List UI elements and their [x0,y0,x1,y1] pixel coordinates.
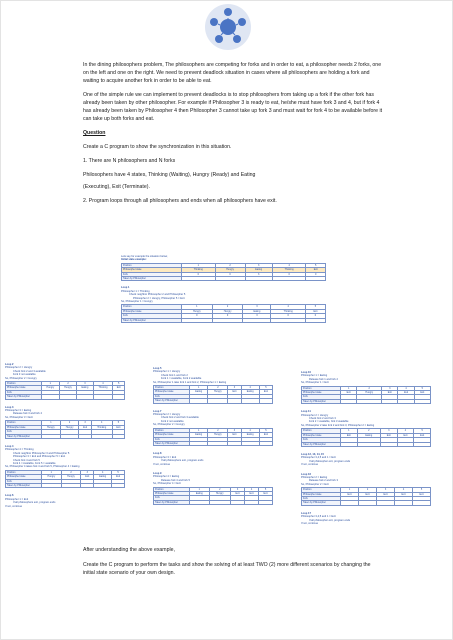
loop-step-table [301,487,431,506]
loop-step-line: If all philosophers exit, program ends [13,501,56,505]
table-cell: Exit [398,391,414,395]
initial-state-table: Position 1 2 3 4 5 Philosopher state Thinking Hungry Eating Thinking Exit Fork 0 0 3 0 0 Taken by Philosopher [121,263,326,282]
table-cell: 3 [228,386,241,390]
table-row-label: Philosopher state [154,433,190,437]
loop-step-table [301,428,431,447]
loop-step-title: Loop 4 [5,444,14,448]
table-row-label: Taken by Philosopher [154,500,190,504]
loop-step-line: Philosopher 3,4,5 and 1 = Exit [301,515,336,519]
table-cell: 2 [209,487,230,491]
table-cell [112,483,125,487]
table-row-label: Fork [6,479,42,483]
table-row-label: Position [6,382,42,386]
table-cell: Exit [113,386,125,390]
table-cell [42,434,61,438]
table-cell: 2 [208,386,228,390]
table-row-label: Fork [6,430,42,434]
table-cell [94,483,112,487]
table-cell: 3 [228,428,241,432]
loop-step-title: Loop 2 [5,363,14,366]
table-cell: 1 [341,386,357,390]
loop-step-title: Loop 16 [301,472,311,476]
loop-step-line: Philosopher 4 = Eating [153,475,180,479]
table-row-label: Philosopher state [302,433,341,437]
table-row-label: Taken by Philosopher [6,434,42,438]
table-cell: 1 [341,429,358,433]
loop-step-title: Loop 9 [153,471,162,475]
loop-step-line: So, Philosopher 1 take fork 1 and fork 2, Philosopher 1 = Eating [153,380,227,384]
loop-step-line: Release fork 1 and fork 2 [309,377,338,381]
table-cell [413,501,431,505]
table-cell [259,500,273,504]
loop-step-line: Philosopher 3 = Exit and Philosopher 5 = Exit [13,455,66,459]
loop-step-line: Check fork 1 and fork 2 [161,373,188,377]
initial-label: Initial state example: [121,258,147,262]
loop-step-line: Philosopher 2 = Eating [301,475,328,479]
table-cell [81,483,94,487]
table-cell [241,399,259,403]
table-cell [112,434,124,438]
table-cell: Exit [231,491,245,495]
table-cell [341,501,359,505]
table-cell: Hungry [42,386,60,390]
loop-step [5,406,133,439]
table-cell: 3 [79,421,91,425]
table-row-label: Position [154,487,190,491]
loop-step-line: Fork 1 = available, Fork 2 available [161,377,202,381]
table-cell: Hungry [208,433,228,437]
step1-line: Philosopher 1 = Thinking [121,289,150,293]
table-cell: Exit [259,390,272,394]
table-cell: 3 [380,429,397,433]
table-cell: Exit [259,433,272,437]
table-row-label: Taken by Philosopher [302,442,341,446]
table-row-label: Position [302,488,341,492]
table-cell [382,399,398,403]
table-cell: Exit [341,492,359,496]
table-cell: Eating [190,433,208,437]
table-cell: 5 [113,382,125,386]
table-cell [341,399,357,403]
table-row-label: Philosopher state [6,386,42,390]
table-cell: 5 [414,386,430,390]
table-cell: Exit [414,433,431,437]
loop-step-table [153,428,273,447]
table-cell [190,399,208,403]
loop-step-line: So, Philosopher 4 takes fork 4 and fork 5, Philosopher 4 = Eating [5,465,80,469]
loop-step [301,512,443,526]
loop-step-table [5,420,125,439]
table-cell [91,434,112,438]
step1-line: Philosopher 2 = Hungry, Philosopher 5 = Exit [133,296,185,300]
table-row-label: Fork [302,496,341,500]
table-cell: Hungry [42,475,62,479]
table-cell [228,441,241,445]
loop-step-table [5,381,125,400]
table-cell: 1 [190,386,208,390]
intro-paragraph-1: In the dining philosophers problem, The philosophers are competing for forks and in order to eat, a philosopher needs 2 forks, one on the left and one on the right. We need to prevent deadlock situation in cases where all philosophers are holding a fork and waiting to acquire another fork in order to be able to eat. [83,62,382,84]
table-cell: 3 [377,488,395,492]
loop-step-title: Loop 5 [153,367,162,370]
loop-step-line: Philosopher 3 = Eating [5,409,32,413]
loop-step-line: If all philosopher exit, program ends [309,518,351,522]
table-cell: Exit [380,433,397,437]
table-cell: 5 [413,488,431,492]
table-cell: Hungry [209,491,230,495]
loop-step-title: Loop 3 [5,405,14,409]
loop-step-table [5,470,125,489]
table-cell: 4 [395,488,413,492]
loop-step [153,452,281,466]
table-cell: Exit [341,433,358,437]
loop-step-line: Philosopher 2 = Hungry [301,413,329,417]
loop-step-line: If all philosophers exit, program ends [161,459,204,463]
loop-step [301,410,443,447]
table-cell: 5 [259,386,272,390]
table-row-label: Position [302,429,341,433]
table-cell: Thinking [93,386,113,390]
loop-step-line: Philosopher 3 = Exit [153,455,177,459]
table-cell: 1 [42,382,60,386]
loop-step-line: If not, continue [5,504,23,508]
table-row-label: Taken by Philosopher [6,395,42,399]
loop-step-title: Loop 6 [5,494,14,498]
loop-step-line: If all philosopher exit, program ends [309,459,351,463]
intro-section [83,61,383,211]
table-cell: Exit [377,492,395,496]
step1-line: Check neighbor Philosopher 2 and Philosopher 5 [129,293,186,297]
table-cell: 4 [91,421,112,425]
loop-step-line: Check fork 2 and fork 3 available [161,416,199,420]
table-row-label: Position [154,428,190,432]
loop-step-line: Check fork 2 and 3 available [13,369,46,373]
table-cell: 2 [61,470,81,474]
loop-step-line: Check fork 4 and fork 5 [13,458,40,462]
table-row-label: Taken by Philosopher [302,399,341,403]
table-cell: 4 [241,386,259,390]
table-cell: Exit [395,492,413,496]
table-cell: Exit [359,492,377,496]
table-cell: Hungry [208,390,228,394]
table-cell: 4 [93,382,113,386]
loop-step-line: Release fork 4 and fork 5 [161,478,190,482]
loop-step [153,410,281,447]
loop-step-line: Fork 4 = Available, Fork 5 = available [13,461,56,465]
table-cell [357,442,380,446]
table-cell: Exit [414,391,430,395]
table-cell [245,500,259,504]
table-row-label: Fork [154,437,190,441]
table-cell: 4 [94,470,112,474]
table-cell: 2 [59,382,77,386]
table-cell: 1 [190,428,208,432]
table-cell [398,399,414,403]
table-row-label: Philosopher state [154,390,190,394]
dining-philosophers-logo-icon [204,3,252,51]
table-cell: Eating [241,390,259,394]
loop-step-line: So, Philosopher 2 = Hungry [5,376,37,380]
table-row-label: Philosopher state [6,425,42,429]
loop-step-line: So, Philosopher 4 = Exit [153,482,181,486]
loop-step [301,453,443,467]
table-cell: 4 [398,386,414,390]
loop-step-line: Philosopher 4 = Thinking [5,448,34,452]
table-cell: Eating [241,433,259,437]
loop-step-line: Philosopher 1 = Eating [301,374,328,378]
loop-step-line: If not, continue [301,463,319,467]
loop-step-title: Loop 11 [301,410,311,414]
table-cell [359,501,377,505]
states-line-1: Philosophers have 4 states, Thinking (Waiting), Hungry (Ready) and Eating [83,172,256,178]
table-cell [190,500,210,504]
table-cell [61,483,81,487]
example-lead: Lets say for example the situation below, [121,255,168,258]
outro-paragraph-1: After understanding the above example, [83,547,175,553]
table-cell: 3 [231,487,245,491]
loop-step-line: Check fork 2 and fork 3 [309,417,336,421]
table-row-label: Fork [154,496,190,500]
table-row-label: Position [6,421,42,425]
item-2: 2. Program loops through all philosophers and ends when all philosophers have exit. [83,198,277,204]
table-cell: 5 [259,487,273,491]
table-row-label: Position [154,386,190,390]
table-cell: Exit [341,391,357,395]
table-row-label: Fork [154,394,190,398]
table-cell [190,441,208,445]
table-cell [208,441,228,445]
loop-step-line: If not, continue [153,462,171,466]
table-row-label: Philosopher state [302,492,341,496]
table-cell [208,399,228,403]
table-cell [357,399,382,403]
loop-step-title: Loop 8 [153,452,162,456]
table-cell: 4 [397,429,414,433]
table-row-label: Position [302,386,341,390]
loop-step-line: Philosopher 1 = Hungry [153,370,181,374]
loop-step [5,363,133,400]
loop-step-title: Loop 17 [301,511,311,515]
table-cell: 4 [241,428,259,432]
table-cell: Hungry [60,425,79,429]
table-cell: 5 [414,429,431,433]
steps-column-2 [153,367,281,511]
loop-step-line: Philosopher 3,4,5 and 1 = Exit [301,456,336,460]
table-row-label: Position [6,470,42,474]
loop-step [5,445,133,488]
table-cell: Hungry [357,391,382,395]
step1-table: Position 1 2 3 4 5 Philosopher state Hungry Hungry Eating Thinking Exit Fork 0 0 3 0 0 Taken by Philosopher [121,304,326,323]
table-cell [59,395,77,399]
loop-step-line: So, Philosopher 1 = Exit [301,381,329,385]
table-cell: Exit [79,425,91,429]
step1-line: So, Philosopher 1 = Hungry [121,300,153,304]
table-cell: Hungry [42,425,61,429]
question-heading: Question [83,130,106,136]
table-cell: 5 [259,428,272,432]
loop-step-line: Fork 3 not available [13,373,36,377]
table-cell: 1 [190,487,210,491]
table-cell: 5 [112,470,125,474]
table-cell [231,500,245,504]
table-cell [395,501,413,505]
steps-column-1 [5,363,133,514]
loop-step-table [153,487,273,506]
table-cell [209,500,230,504]
loop-step-line: Philosopher 1 = Exit [5,497,29,501]
table-cell [42,395,60,399]
table-cell [79,434,91,438]
table-cell [259,399,272,403]
table-cell: Exit [112,425,124,429]
table-cell: 4 [245,487,259,491]
loop-step-line: So, Philosopher 2 = Hungry [153,423,185,427]
table-cell [228,399,241,403]
loop-step-title: Loop 7 [153,409,162,413]
table-cell: Hungry [61,475,81,479]
table-row-label: Philosopher state [154,491,190,495]
table-cell: 2 [357,429,380,433]
table-cell: 1 [341,488,359,492]
table-cell [77,395,93,399]
loop-step [153,472,281,505]
step1-label: Loop 1 [121,286,130,290]
loop-step-line: Check neighbor Philosopher 3 and Philosopher 5 [13,451,70,455]
item-1: 1. There are N philosophers and N forks [83,158,176,164]
intro-paragraph-2: One of the simple rule we can implement to prevent deadlocks is to stop philosophers from taking up a fork if the other fork has already been taken by other philosopher. For example if Philosopher 3 is ready to eat, he/she must have fork 3 and 4, but if fork 4 has already been taken by Philosopher 4 then Philosopher 3 cannot take up fork 3 and must wait for fork 4 to be available before it can take up both forks and eat. [83,92,383,122]
outro-paragraph-2: Create the C program to perform the tasks and show the solving of at least TWO (2) more different scenarios by changing the initial state scenario of your own design. [83,562,371,576]
table-cell: Exit [228,390,241,394]
table-cell: 3 [382,386,398,390]
table-cell [377,501,395,505]
table-cell: 2 [208,428,228,432]
table-row-label: Fork [302,395,341,399]
loop-step-line: So, Philosopher 3 = Exit [5,415,33,419]
loop-step-line: Fork 2 = available, fork 3 available [309,420,349,424]
table-cell [241,441,259,445]
table-row-label: Philosopher state [6,475,42,479]
table-row-label: Taken by Philosopher [6,483,42,487]
table-cell: Eating [190,390,208,394]
table-cell: 2 [359,488,377,492]
table-cell [93,395,113,399]
loop-step [5,494,133,508]
loop-step-table [301,386,431,405]
table-cell: Exit [112,475,125,479]
loop-step-line: So, Philosopher 2 take fork 2 and fork 3, Philosopher 2 = Eating [301,423,375,427]
loop-step-table [153,385,273,404]
loop-step-line: Fork 2 not available [161,419,184,423]
table-row-label: Taken by Philosopher [154,399,190,403]
table-cell: Exit [382,391,398,395]
table-cell: 5 [112,421,124,425]
table-cell: 2 [60,421,79,425]
table-cell: Eating [357,433,380,437]
table-cell [60,434,79,438]
loop-step-line: Philosopher 2 = Hungry [5,366,33,370]
table-cell: Eating [190,491,210,495]
table-cell [414,442,431,446]
table-cell [380,442,397,446]
loop-step-title: Loop 12, 13, 14, 15 [301,452,324,456]
task-text: Create a C program to show the synchronization in this situation. [83,144,232,150]
loop-step [153,367,281,404]
table-cell: 3 [81,470,94,474]
loop-step [301,473,443,506]
table-cell [397,442,414,446]
table-cell: 2 [357,386,382,390]
table-row-label: Philosopher state [302,391,341,395]
table-cell [113,395,125,399]
loop-step [301,371,443,404]
table-cell: Eating [94,475,112,479]
loop-step-line: So, Philosopher 2 = Exit [301,482,329,486]
table-row-label: Fork [302,438,341,442]
loop-step-title: Loop 10 [301,371,311,374]
table-cell: 1 [42,470,62,474]
table-cell: Exit [259,491,273,495]
steps-column-3 [301,371,443,531]
table-cell: 3 [77,382,93,386]
loop-step-line: Release fork 2 and fork 3 [309,479,338,483]
table-row-label: Taken by Philosopher [154,441,190,445]
table-cell: 1 [42,421,61,425]
table-cell: Exit [397,433,414,437]
table-cell: Exit [228,433,241,437]
table-cell: Hungry [59,386,77,390]
table-cell: Exit [81,475,94,479]
table-cell [341,442,358,446]
table-row-label: Taken by Philosopher [302,501,341,505]
outro-section [83,546,383,577]
table-cell: Thinking [91,425,112,429]
table-cell [259,441,272,445]
table-cell [42,483,62,487]
loop-step-line: Release fork 3 and fork 4 [13,412,42,416]
states-line-2: (Executing), Exit (Terminate). [83,184,150,190]
table-row-label: Fork [6,390,42,394]
loop-step-line: If not, continue [301,522,319,525]
table-cell: Exit [413,492,431,496]
example-block [121,255,331,325]
table-cell: Eating [77,386,93,390]
loop-step-line: Philosopher 2 = Hungry [153,413,181,417]
table-cell: Exit [245,491,259,495]
table-cell [414,399,430,403]
